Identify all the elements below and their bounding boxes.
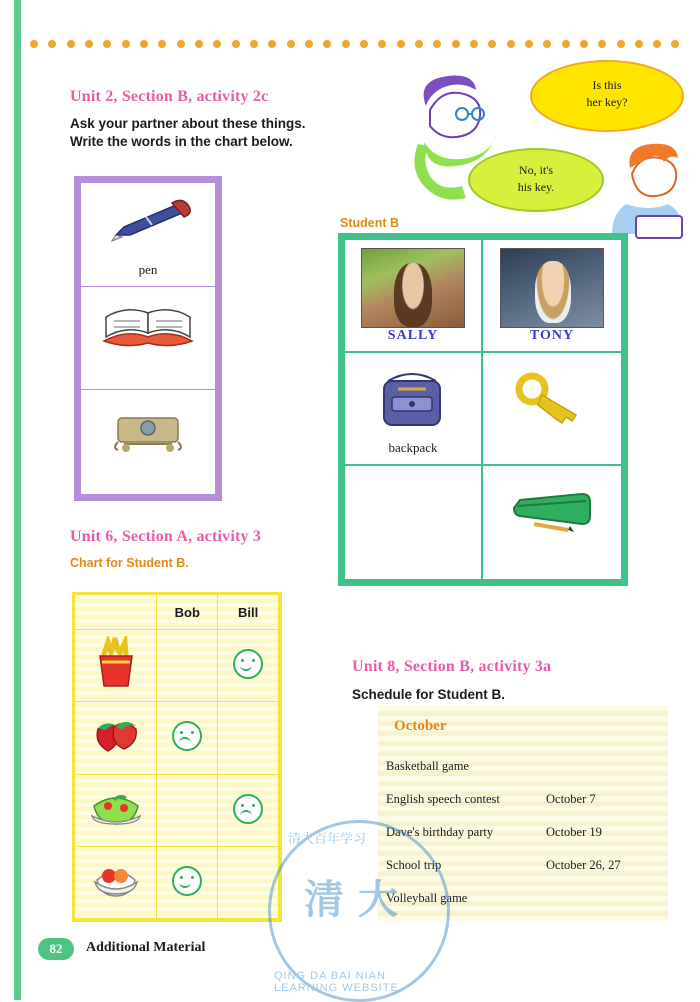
schedule-event: Dave's birthday party <box>386 825 494 839</box>
bubble-green-line2: his key. <box>517 180 555 194</box>
cell-bill-1[interactable] <box>218 630 279 702</box>
unit2-title: Unit 2, Section B, activity 2c <box>70 88 269 105</box>
unit6-title: Unit 6, Section A, activity 3 <box>70 528 262 545</box>
green-chart-word-backpack: backpack <box>388 439 438 455</box>
table-cell-empty[interactable] <box>345 466 483 579</box>
table-row[interactable] <box>75 702 279 774</box>
cell-food-salad <box>75 774 157 846</box>
unit2-instruction-line2: Write the words in the chart below. <box>70 134 293 149</box>
french-fries-icon <box>88 636 144 692</box>
bubble-yellow-line2: her key? <box>586 95 628 109</box>
dot <box>452 40 460 48</box>
watermark-center-text: 清 大 <box>304 877 400 922</box>
dot <box>580 40 588 48</box>
dot <box>103 40 111 48</box>
table-row[interactable] <box>75 774 279 846</box>
cell-food-ice-cream <box>75 846 157 918</box>
schedule-month: October <box>394 718 447 734</box>
schedule-row[interactable] <box>386 882 660 915</box>
student-b-chart <box>338 233 628 586</box>
speech-bubble-green <box>468 148 604 212</box>
cell-bill-3[interactable] <box>218 774 279 846</box>
dot <box>67 40 75 48</box>
schedule-rows <box>386 750 660 915</box>
cell-bill-2[interactable] <box>218 702 279 774</box>
open-book-icon <box>98 301 198 353</box>
dot <box>397 40 405 48</box>
dot <box>287 40 295 48</box>
dot <box>415 40 423 48</box>
dot <box>213 40 221 48</box>
dot <box>195 40 203 48</box>
dot <box>342 40 350 48</box>
ice-cream-bowl-icon <box>87 858 145 904</box>
dot <box>360 40 368 48</box>
schedule-row[interactable] <box>386 849 660 882</box>
student-b-label: Student B <box>340 216 400 230</box>
dot <box>158 40 166 48</box>
dot <box>671 40 679 48</box>
dot <box>85 40 93 48</box>
cell-bob-1[interactable] <box>157 630 218 702</box>
dot <box>635 40 643 48</box>
dot <box>323 40 331 48</box>
name-sally: SALLY <box>387 327 439 343</box>
schedule-event: English speech contest <box>386 792 500 806</box>
dot <box>48 40 56 48</box>
cell-bob-2[interactable] <box>157 702 218 774</box>
cell-food-strawberries <box>75 702 157 774</box>
unit2-instruction-line1: Ask your partner about these things. <box>70 116 306 131</box>
dot <box>140 40 148 48</box>
schedule-row[interactable] <box>386 783 660 816</box>
key-icon <box>510 369 594 429</box>
table-cell-pencil-case[interactable] <box>483 466 621 579</box>
dot <box>177 40 185 48</box>
dot <box>232 40 240 48</box>
unit6-subtitle: Chart for Student B. <box>70 556 189 570</box>
dot <box>122 40 130 48</box>
dot <box>250 40 258 48</box>
left-margin-bar <box>14 0 21 1000</box>
dot <box>617 40 625 48</box>
cell-bob-3[interactable] <box>157 774 218 846</box>
unit2-instructions <box>70 115 400 151</box>
table-row[interactable] <box>75 846 279 918</box>
speech-bubble-yellow <box>530 60 684 132</box>
backpack-icon <box>368 369 458 431</box>
name-tony: TONY <box>529 327 575 343</box>
col-header-food <box>75 595 157 630</box>
schedule-event: Volleyball game <box>386 891 468 905</box>
bubble-yellow-text <box>532 77 682 111</box>
dot <box>598 40 606 48</box>
cell-bob-4[interactable] <box>157 846 218 918</box>
table-row[interactable] <box>81 183 215 287</box>
schedule-row[interactable] <box>386 750 660 783</box>
cell-bill-4[interactable] <box>218 846 279 918</box>
speech-bubble-illustration <box>400 50 700 240</box>
footer-label: Additional Material <box>86 940 206 955</box>
dot <box>378 40 386 48</box>
col-header-bob: Bob <box>157 595 218 630</box>
tony-photo <box>500 248 604 328</box>
sally-photo <box>361 248 465 328</box>
pencil-case-icon <box>504 482 600 540</box>
dot <box>653 40 661 48</box>
page-number: 82 <box>38 938 74 960</box>
table-cell-key[interactable] <box>483 353 621 466</box>
schedule-event: School trip <box>386 858 442 872</box>
unit2-left-chart <box>74 176 222 501</box>
dot <box>543 40 551 48</box>
food-preference-table <box>75 595 279 919</box>
dot <box>562 40 570 48</box>
sad-face-icon <box>233 794 263 824</box>
dotted-rule <box>30 40 680 49</box>
table-row[interactable] <box>81 287 215 391</box>
dot <box>470 40 478 48</box>
happy-face-icon <box>172 866 202 896</box>
dot <box>525 40 533 48</box>
dot <box>433 40 441 48</box>
table-row[interactable] <box>81 390 215 494</box>
dot <box>268 40 276 48</box>
schedule-date: October 19 <box>546 825 602 839</box>
cell-food-fries <box>75 630 157 702</box>
dot <box>30 40 38 48</box>
schedule-event: Basketball game <box>386 759 469 773</box>
table-cell-backpack[interactable] <box>345 353 483 466</box>
table-row[interactable] <box>75 630 279 702</box>
sad-face-icon <box>172 721 202 751</box>
strawberries-icon <box>88 711 144 761</box>
unit8-schedule <box>378 706 668 921</box>
left-chart-word-1: pen <box>138 261 158 277</box>
table-cell-sally[interactable] <box>345 240 483 353</box>
bubble-yellow-line1: Is this <box>592 78 622 92</box>
table-header-row <box>75 595 279 630</box>
unit6-chart <box>72 592 282 922</box>
dot <box>507 40 515 48</box>
bubble-green-line1: No, it's <box>518 163 554 177</box>
unit8-subtitle: Schedule for Student B. <box>352 687 506 702</box>
pencil-sharpener-icon <box>100 404 196 456</box>
salad-icon <box>86 786 146 832</box>
watermark-bottom-text: QING DA BAI NIAN LEARNING WEBSITE <box>274 970 399 994</box>
table-cell-tony[interactable] <box>483 240 621 353</box>
dot <box>305 40 313 48</box>
dot <box>488 40 496 48</box>
schedule-row[interactable] <box>386 816 660 849</box>
bubble-green-text <box>470 162 602 196</box>
unit8-title: Unit 8, Section B, activity 3a <box>352 658 552 675</box>
pen-icon <box>102 197 194 243</box>
col-header-bill: Bill <box>218 595 279 630</box>
schedule-date: October 7 <box>546 792 596 806</box>
happy-face-icon <box>233 649 263 679</box>
watermark-top-text: 清大百年学习 <box>288 831 367 846</box>
schedule-date: October 26, 27 <box>546 858 621 872</box>
